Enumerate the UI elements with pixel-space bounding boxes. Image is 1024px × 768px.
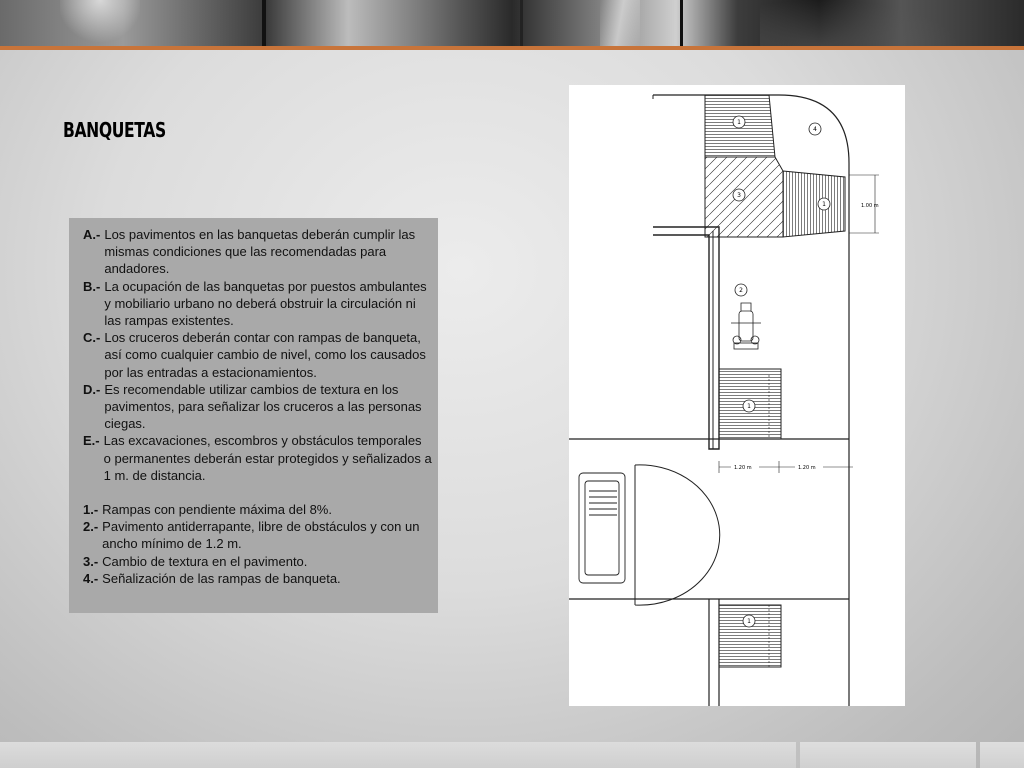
ramp-bottom [719,605,781,667]
door-swing [635,465,720,605]
note-text: Rampas con pendiente máxima del 8%. [102,502,332,518]
building-wall-upper [653,227,719,449]
note-text: Cambio de textura en el pavimento. [102,553,308,569]
note-item [83,570,432,587]
list-item [83,432,432,484]
top-banner-image [0,0,1024,46]
item-key: A.- [83,227,101,242]
footer-bar [0,742,796,768]
marker-label: 2 [739,287,743,294]
note-item [83,553,432,570]
list-item [83,278,432,330]
wheelchair-icon [731,303,761,349]
note-text: Señalización de las rampas de banqueta. [102,570,341,586]
note-key: 2.- [83,519,99,535]
sidewalk-plan-svg [569,85,905,706]
footer-date-box [800,742,976,768]
dim-h1-label: 1.20 m [734,465,752,471]
note-key: 1.- [83,502,99,518]
note-key: 3.- [83,553,99,569]
item-text: Los cruceros deberán contar con rampas de banqueta, así como cualquier cambio de nivel, como los causados por las entradas a estacionamientos. [104,330,426,380]
marker-label: 1 [747,618,751,625]
item-key: C.- [83,330,101,346]
item-key: D.- [83,381,101,397]
note-item [83,518,432,552]
item-key: B.- [83,278,101,294]
footer-page-box [980,742,1024,768]
accent-divider [0,46,1024,50]
slide-title: BANQUETAS [63,118,166,142]
sidewalk-plan-drawing [569,85,905,706]
item-text: Es recomendable utilizar cambios de textura en los pavimentos, para señalizar los cruceros a las personas ciegas. [104,381,422,432]
list-item [83,381,432,433]
vehicle-outline [579,473,625,583]
dim-vertical-label: 1.00 m [861,203,879,209]
dim-h2-label: 1.20 m [798,465,816,471]
note-item [83,501,432,518]
marker-label: 3 [737,192,741,199]
item-key: E.- [83,433,100,449]
list-item [83,329,432,381]
marker-label: 1 [737,119,741,126]
note-key: 4.- [83,570,99,586]
marker-label: 4 [813,126,817,133]
item-text: Las excavaciones, escombros y obstáculos temporales o permanentes deberán estar protegidos y señalizados a 1 m. de distancia. [103,433,432,483]
item-text: Los pavimentos en las banquetas deberán cumplir las mismas condiciones que las recomendadas para andadores. [104,227,416,277]
item-text: La ocupación de las banquetas por puestos ambulantes y mobiliario urbano no deberá obstruir la circulación ni las rampas existentes. [104,278,427,329]
recommendations-box [69,218,438,613]
ramp-side [783,171,845,237]
note-text: Pavimento antiderrapante, libre de obstáculos y con un ancho mínimo de 1.2 m. [102,519,420,552]
list-item [83,226,432,278]
marker-label: 1 [747,403,751,410]
marker-label: 1 [822,201,826,208]
